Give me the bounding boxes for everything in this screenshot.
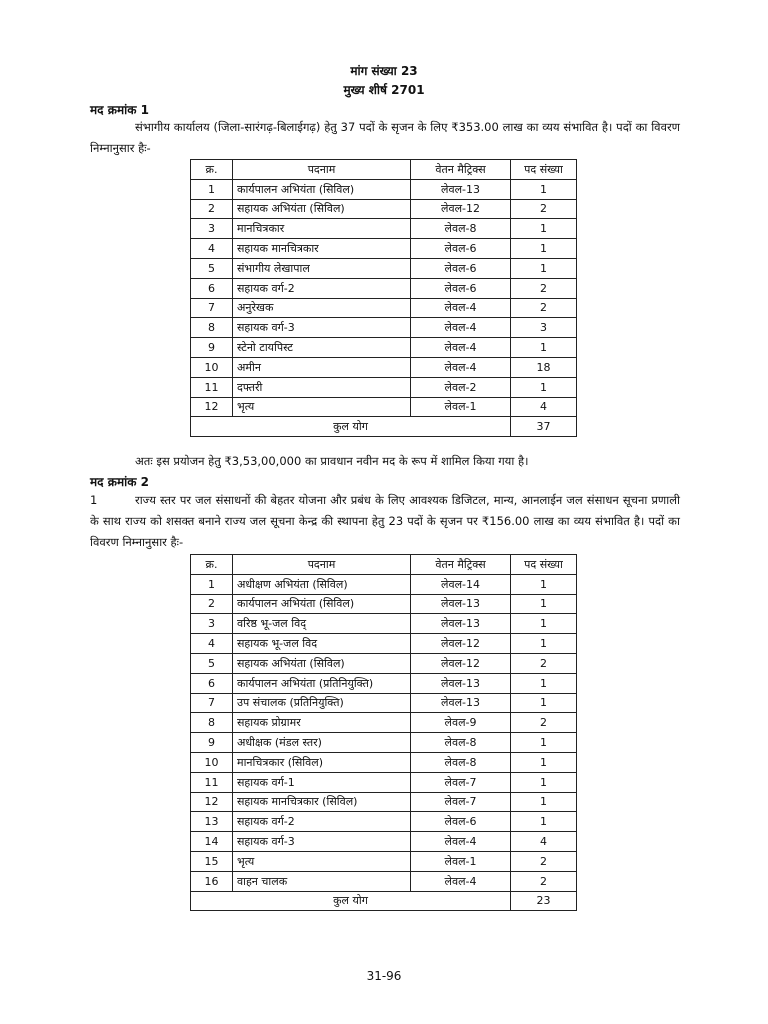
row-serial: 2 — [191, 594, 233, 614]
row-serial: 5 — [191, 653, 233, 673]
row-post-name: सहायक भू-जल विद — [233, 634, 411, 654]
row-post-count: 1 — [511, 594, 577, 614]
table-row — [191, 693, 577, 713]
total-row — [191, 417, 577, 437]
table-row — [191, 397, 577, 417]
row-pay-level: लेवल-4 — [411, 298, 511, 318]
row-pay-level: लेवल-12 — [411, 653, 511, 673]
row-post-name: सहायक अभियंता (सिविल) — [233, 199, 411, 219]
row-serial: 2 — [191, 199, 233, 219]
row-post-name: अमीन — [233, 357, 411, 377]
row-pay-level: लेवल-12 — [411, 634, 511, 654]
row-pay-level: लेवल-12 — [411, 199, 511, 219]
row-post-name: अनुरेखक — [233, 298, 411, 318]
row-serial: 7 — [191, 693, 233, 713]
row-pay-level: लेवल-14 — [411, 574, 511, 594]
row-post-count: 2 — [511, 713, 577, 733]
row-post-name: वरिष्ठ भू-जल विद् — [233, 614, 411, 634]
row-post-name: मानचित्रकार (सिविल) — [233, 752, 411, 772]
row-post-name: दफ्तरी — [233, 377, 411, 397]
table-row — [191, 634, 577, 654]
row-post-name: सहायक वर्ग-3 — [233, 832, 411, 852]
row-serial: 14 — [191, 832, 233, 852]
row-post-count: 1 — [511, 792, 577, 812]
table-row — [191, 614, 577, 634]
row-serial: 11 — [191, 772, 233, 792]
table-header-row — [191, 555, 577, 575]
row-pay-level: लेवल-13 — [411, 614, 511, 634]
table-row — [191, 871, 577, 891]
row-pay-level: लेवल-6 — [411, 278, 511, 298]
row-post-name: अधीक्षक (मंडल स्तर) — [233, 733, 411, 753]
row-post-count: 1 — [511, 772, 577, 792]
row-pay-level: लेवल-1 — [411, 397, 511, 417]
row-post-count: 2 — [511, 278, 577, 298]
row-pay-level: लेवल-1 — [411, 851, 511, 871]
row-post-count: 1 — [511, 338, 577, 358]
item-1-intro: संभागीय कार्यालय (जिला-सारंगढ़-बिलाईगढ़) हेतु 37 पदों के सृजन के लिए ₹353.00 लाख का व्यय संभावित है। पदों का विवरण निम्नानुसार हैः- — [90, 120, 680, 155]
row-post-name: संभागीय लेखापाल — [233, 258, 411, 278]
table-row — [191, 338, 577, 358]
item-2-intro-text: राज्य स्तर पर जल संसाधनों की बेहतर योजना और प्रबंध के लिए आवश्यक डिजिटल, मान्य, आनलाईन जल संसाधन सूचना प्रणाली के साथ राज्य को शसक्त बनाने राज्य जल सूचना केन्द्र की स्थापना हेतु 23 पदों के सृजन पर ₹156.00 लाख का व्यय संभावित है। पदों का विवरण निम्नानुसार हैः- — [90, 493, 680, 549]
row-post-name: कार्यपालन अभियंता (प्रतिनियुक्ति) — [233, 673, 411, 693]
row-serial: 3 — [191, 614, 233, 634]
total-row — [191, 891, 577, 911]
item-2-posts-table — [190, 554, 577, 911]
item-1-provision-note: अतः इस प्रयोजन हेतु ₹3,53,00,000 का प्रावधान नवीन मद के रूप में शामिल किया गया है। — [135, 454, 529, 468]
table-row — [191, 733, 577, 753]
row-serial: 16 — [191, 871, 233, 891]
item-2-intro — [90, 490, 680, 553]
row-post-name: कार्यपालन अभियंता (सिविल) — [233, 594, 411, 614]
table-row — [191, 673, 577, 693]
item-1-heading: मद क्रमांक 1 — [90, 103, 149, 117]
col-header-pay-matrix: वेतन मैट्रिक्स — [411, 160, 511, 180]
row-post-count: 1 — [511, 258, 577, 278]
table-row — [191, 713, 577, 733]
row-pay-level: लेवल-4 — [411, 871, 511, 891]
row-pay-level: लेवल-8 — [411, 752, 511, 772]
row-post-name: सहायक प्रोग्रामर — [233, 713, 411, 733]
row-serial: 12 — [191, 792, 233, 812]
row-serial: 8 — [191, 318, 233, 338]
col-header-post-name: पदनाम — [233, 555, 411, 575]
row-serial: 1 — [191, 574, 233, 594]
col-header-post-count: पद संख्या — [511, 160, 577, 180]
table-row — [191, 179, 577, 199]
table-row — [191, 258, 577, 278]
row-post-name: भृत्य — [233, 851, 411, 871]
table-row — [191, 318, 577, 338]
row-pay-level: लेवल-8 — [411, 733, 511, 753]
item-2-heading: मद क्रमांक 2 — [90, 475, 149, 489]
row-post-name: वाहन चालक — [233, 871, 411, 891]
row-pay-level: लेवल-13 — [411, 673, 511, 693]
major-head-title: मुख्य शीर्ष 2701 — [343, 83, 425, 97]
table-header-row — [191, 160, 577, 180]
row-post-count: 1 — [511, 673, 577, 693]
row-pay-level: लेवल-6 — [411, 258, 511, 278]
row-post-count: 1 — [511, 733, 577, 753]
row-post-count: 1 — [511, 219, 577, 239]
table-row — [191, 792, 577, 812]
row-post-count: 1 — [511, 239, 577, 259]
row-serial: 10 — [191, 752, 233, 772]
row-serial: 9 — [191, 733, 233, 753]
table-row — [191, 377, 577, 397]
row-post-count: 1 — [511, 377, 577, 397]
total-label: कुल योग — [191, 891, 511, 911]
row-post-count: 1 — [511, 812, 577, 832]
row-pay-level: लेवल-7 — [411, 772, 511, 792]
total-value: 23 — [511, 891, 577, 911]
row-serial: 6 — [191, 673, 233, 693]
row-serial: 4 — [191, 239, 233, 259]
table-row — [191, 199, 577, 219]
row-post-count: 1 — [511, 574, 577, 594]
row-post-count: 2 — [511, 199, 577, 219]
row-serial: 7 — [191, 298, 233, 318]
table-row — [191, 239, 577, 259]
row-post-count: 1 — [511, 693, 577, 713]
row-pay-level: लेवल-13 — [411, 179, 511, 199]
row-post-count: 18 — [511, 357, 577, 377]
table-row — [191, 812, 577, 832]
table-row — [191, 772, 577, 792]
row-pay-level: लेवल-6 — [411, 239, 511, 259]
table-row — [191, 832, 577, 852]
row-serial: 3 — [191, 219, 233, 239]
row-pay-level: लेवल-4 — [411, 832, 511, 852]
row-post-name: कार्यपालन अभियंता (सिविल) — [233, 179, 411, 199]
row-serial: 6 — [191, 278, 233, 298]
table-row — [191, 752, 577, 772]
total-value: 37 — [511, 417, 577, 437]
table-row — [191, 357, 577, 377]
row-pay-level: लेवल-4 — [411, 338, 511, 358]
demand-number-title: मांग संख्या 23 — [350, 64, 418, 78]
row-post-count: 4 — [511, 832, 577, 852]
table-row — [191, 574, 577, 594]
table-row — [191, 278, 577, 298]
row-post-count: 2 — [511, 298, 577, 318]
row-serial: 13 — [191, 812, 233, 832]
table-row — [191, 219, 577, 239]
row-post-count: 2 — [511, 871, 577, 891]
row-post-name: सहायक अभियंता (सिविल) — [233, 653, 411, 673]
row-pay-level: लेवल-6 — [411, 812, 511, 832]
total-label: कुल योग — [191, 417, 511, 437]
row-serial: 5 — [191, 258, 233, 278]
row-post-count: 2 — [511, 851, 577, 871]
row-serial: 10 — [191, 357, 233, 377]
col-header-post-count: पद संख्या — [511, 555, 577, 575]
row-pay-level: लेवल-9 — [411, 713, 511, 733]
row-pay-level: लेवल-2 — [411, 377, 511, 397]
row-post-name: अधीक्षण अभियंता (सिविल) — [233, 574, 411, 594]
row-serial: 8 — [191, 713, 233, 733]
row-pay-level: लेवल-4 — [411, 318, 511, 338]
row-pay-level: लेवल-13 — [411, 693, 511, 713]
item-1-posts-table — [190, 159, 577, 437]
item-2-intro-number: 1 — [90, 493, 98, 507]
row-post-name: सहायक वर्ग-3 — [233, 318, 411, 338]
row-post-name: स्टेनो टायपिस्ट — [233, 338, 411, 358]
row-serial: 1 — [191, 179, 233, 199]
row-post-name: उप संचालक (प्रतिनियुक्ति) — [233, 693, 411, 713]
row-serial: 4 — [191, 634, 233, 654]
table-row — [191, 653, 577, 673]
row-serial: 9 — [191, 338, 233, 358]
row-pay-level: लेवल-7 — [411, 792, 511, 812]
row-serial: 15 — [191, 851, 233, 871]
row-post-name: सहायक वर्ग-1 — [233, 772, 411, 792]
row-post-name: सहायक वर्ग-2 — [233, 812, 411, 832]
row-post-count: 3 — [511, 318, 577, 338]
page-number: 31-96 — [366, 969, 402, 983]
row-pay-level: लेवल-4 — [411, 357, 511, 377]
row-pay-level: लेवल-8 — [411, 219, 511, 239]
row-pay-level: लेवल-13 — [411, 594, 511, 614]
table-row — [191, 298, 577, 318]
row-post-name: भृत्य — [233, 397, 411, 417]
row-post-count: 1 — [511, 634, 577, 654]
row-post-name: सहायक मानचित्रकार — [233, 239, 411, 259]
row-post-count: 1 — [511, 179, 577, 199]
row-serial: 12 — [191, 397, 233, 417]
row-post-count: 2 — [511, 653, 577, 673]
table-row — [191, 594, 577, 614]
row-post-name: सहायक मानचित्रकार (सिविल) — [233, 792, 411, 812]
row-post-count: 1 — [511, 614, 577, 634]
row-post-count: 1 — [511, 752, 577, 772]
col-header-serial: क्र. — [191, 555, 233, 575]
col-header-serial: क्र. — [191, 160, 233, 180]
col-header-pay-matrix: वेतन मैट्रिक्स — [411, 555, 511, 575]
row-post-name: सहायक वर्ग-2 — [233, 278, 411, 298]
row-serial: 11 — [191, 377, 233, 397]
table-row — [191, 851, 577, 871]
row-post-name: मानचित्रकार — [233, 219, 411, 239]
col-header-post-name: पदनाम — [233, 160, 411, 180]
row-post-count: 4 — [511, 397, 577, 417]
